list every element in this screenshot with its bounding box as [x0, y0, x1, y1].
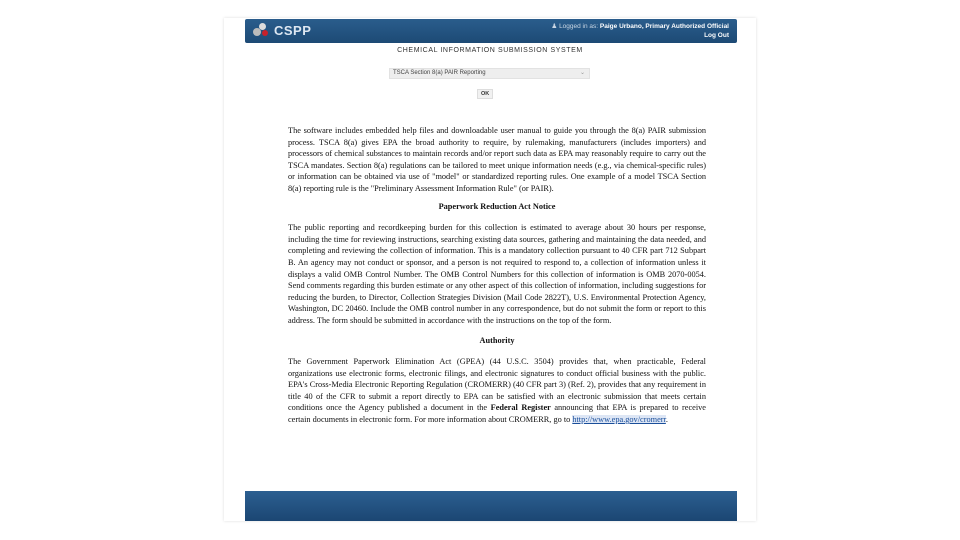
intro-paragraph: The software includes embedded help files and downloadable user manual to guide you through the 8(a) PAIR submission process. TSCA 8(a) gives EPA the broad authority to require, by rulemaking, manufacturers (includes importers) and processors of chemical substances to maintain records and/or report such data as EPA may reasonably require to carry out the TSCA mandates. Section 8(a) regulations can be tailored to meet unique information needs (e.g., via chemical-specific rules) or information can be obtained via use of "model" or standardized reporting rules. One example of a model TSCA Section 8(a) reporting rule is the "Preliminary Assessment Information Rule" (or PAIR).: [288, 126, 706, 193]
info-content: [288, 125, 706, 426]
authority-heading: Authority: [479, 335, 515, 345]
chevron-down-icon: ⌄: [579, 70, 585, 76]
user-info: [551, 22, 729, 40]
authority-paragraph: [288, 356, 706, 426]
federal-register: Federal Register: [490, 403, 551, 413]
prn-paragraph: The public reporting and recordkeeping burden for this collection is estimated to average about 30 hours per response, including the time for reviewing instructions, searching existing data sources, gathering and maintaining the data needed, and completing and reviewing the collection of information. This is a mandatory collection pursuant to 40 CFR part 712 Subpart B. An agency may not conduct or sponsor, and a person is not required to respond to, a collection of information unless it displays a valid OMB Control Number. The OMB Control Numbers for this collection of information is OMB 2070-0054. Send comments regarding this burden estimate or any other aspect of this collection of information, including suggestions for reducing the burden, to Director, Collection Strategies Division (Mail Code 2822T), U.S. Environmental Protection Agency, Washington, DC 20460. Include the OMB control number in any correspondence, but do not submit the form or report to this address. The form should be submitted in accordance with the instructions on the top of the form.: [288, 223, 706, 325]
prn-heading: Paperwork Reduction Act Notice: [438, 201, 556, 211]
footer-bar: [245, 491, 737, 521]
page-title: CHEMICAL INFORMATION SUBMISSION SYSTEM: [397, 47, 583, 54]
cromerr-link[interactable]: http://www.epa.gov/cromerr: [572, 415, 666, 425]
ok-button[interactable]: OK: [477, 89, 493, 99]
submission-type-select[interactable]: [389, 68, 590, 79]
user-icon: ♟: [551, 23, 558, 30]
authority-end: .: [665, 415, 668, 425]
header-bar: [245, 19, 737, 43]
authority-text: The Government Paperwork Elimination Act (GPEA) (44 U.S.C. 3504) provides that, when practicable, Federal organizations use electronic forms, electronic filings, and electronic signatures to conduct official business with the public. EPA's Cross-Media Electronic Reporting Regulation (CROMERR) (40 CFR part 3) (Ref. 2), provides that any requirement in title 40 of the CFR to submit a report directly to EPA can be satisfied with an electronic submission that meets certain conditions once the Agency published a document in the: [288, 357, 706, 413]
logout-link[interactable]: Log Out: [704, 32, 729, 39]
cspp-logo[interactable]: [253, 22, 311, 38]
logo-text: CSPP: [274, 22, 312, 38]
molecule-icon: [253, 22, 271, 38]
page-frame: [224, 18, 756, 521]
select-value: TSCA Section 8(a) PAIR Reporting: [393, 70, 486, 76]
logged-in-label: Logged in as:: [559, 23, 599, 30]
user-name: Paige Urbano, Primary Authorized Official: [599, 23, 729, 30]
authority-text-2: announcing that EPA is prepared to receive certain documents in electronic form. For more information about CROMERR, go to: [288, 403, 706, 425]
